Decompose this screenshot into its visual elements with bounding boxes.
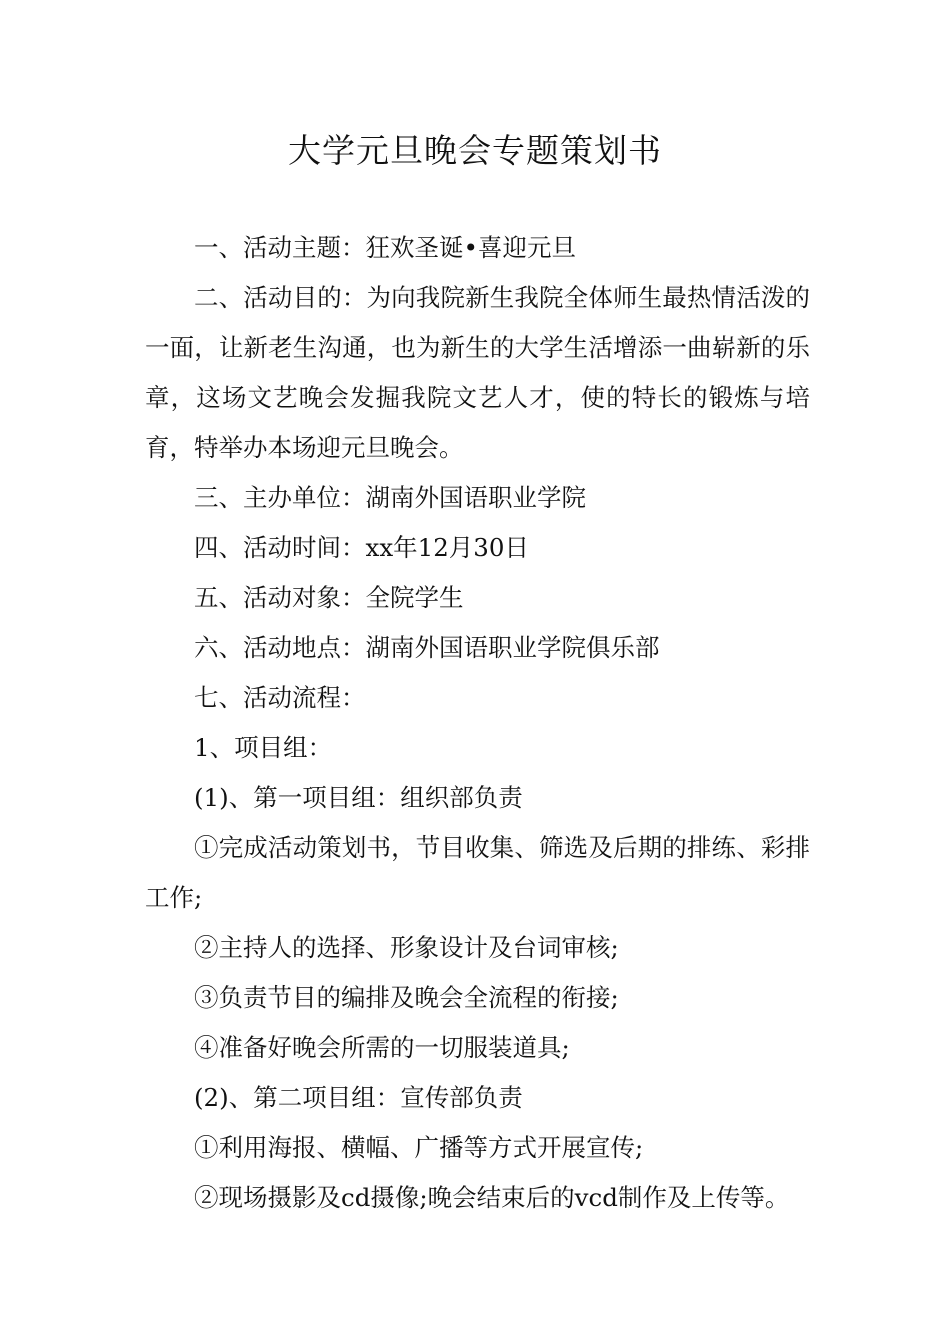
paragraph-activity-location: 六、活动地点：湖南外国语职业学院俱乐部 <box>194 633 660 662</box>
paragraph-activity-audience: 五、活动对象：全院学生 <box>194 583 464 612</box>
paragraph-group-one-item-2: ②主持人的选择、形象设计及台词审核; <box>194 933 619 962</box>
paragraph-group-one-item-1: ①完成活动策划书，节目收集、筛选及后期的排练、彩排工作; <box>145 833 810 912</box>
paragraph-project-groups: 1、项目组： <box>194 733 333 762</box>
document-body <box>145 223 810 1223</box>
paragraph-activity-theme: 一、活动主题：狂欢圣诞•喜迎元旦 <box>194 233 576 262</box>
paragraph-group-one: (1)、第一项目组：组织部负责 <box>194 783 523 812</box>
paragraph-activity-purpose: 二、活动目的：为向我院新生我院全体师生最热情活泼的一面，让新老生沟通，也为新生的大学生活增添一曲崭新的乐章，这场文艺晚会发掘我院文艺人才，使的特长的锻炼与培育，特举办本场迎元旦晚会。 <box>145 283 810 462</box>
paragraph-group-one-item-4: ④准备好晚会所需的一切服装道具; <box>194 1033 570 1062</box>
paragraph-group-two-item-1: ①利用海报、横幅、广播等方式开展宣传; <box>194 1133 644 1162</box>
paragraph-organizer: 三、主办单位：湖南外国语职业学院 <box>194 483 586 512</box>
paragraph-activity-process: 七、活动流程： <box>194 683 366 712</box>
paragraph-activity-time: 四、活动时间：xx年12月30日 <box>194 533 529 562</box>
paragraph-group-two: (2)、第二项目组：宣传部负责 <box>194 1083 523 1112</box>
document-title: 大学元旦晚会专题策划书 <box>288 131 662 170</box>
paragraph-group-one-item-3: ③负责节目的编排及晚会全流程的衔接; <box>194 983 619 1012</box>
paragraph-group-two-item-2: ②现场摄影及cd摄像;晚会结束后的vcd制作及上传等。 <box>194 1183 790 1212</box>
